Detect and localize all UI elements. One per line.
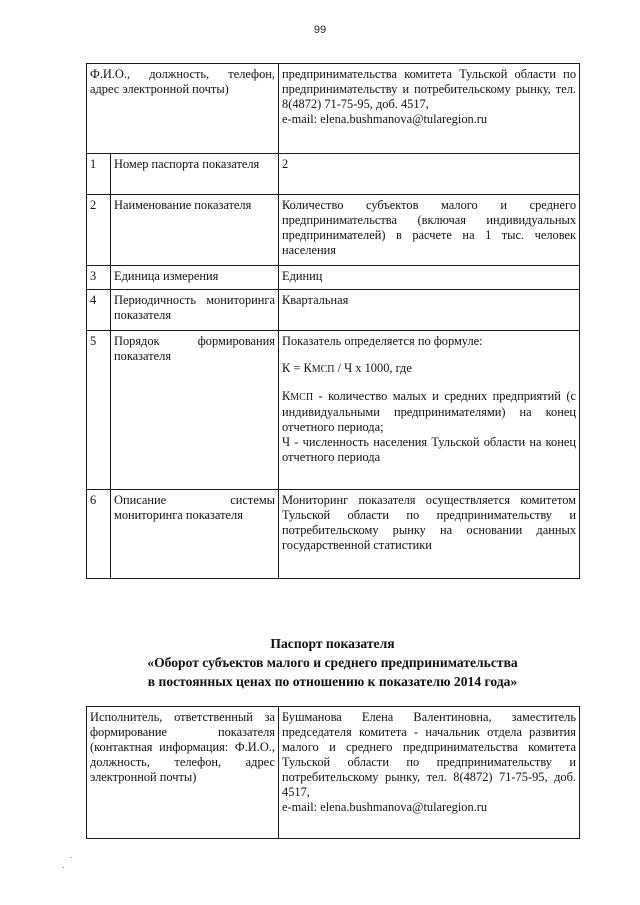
row-name: Номер паспорта показателя	[111, 154, 279, 195]
formula-intro: Показатель определяется по формуле:	[282, 334, 483, 348]
row-name: Наименование показателя	[111, 195, 279, 266]
row-number: 3	[87, 266, 111, 290]
row-number: 5	[87, 331, 111, 490]
executor-value-text: Бушманова Елена Валентиновна, заместитель председателя комитета - начальник отдела развития малого и среднего предпринимательства комитета Тульской области по предпринимательству и потребительскому рынку, тел. 8(4872) 71-75-95, доб. 4517,	[282, 710, 576, 799]
table-row	[87, 290, 580, 331]
scan-speck: ·	[70, 852, 73, 862]
row-number: 2	[87, 195, 111, 266]
contact-value-text: предпринимательства комитета Тульской области по предпринимательству и потребительскому рынку, тел. 8(4872) 71-75-95, доб. 4517,	[282, 67, 577, 111]
table-row-executor	[87, 707, 580, 839]
row-name: Описание системы мониторинга показателя	[111, 490, 279, 579]
table-row	[87, 154, 580, 195]
row-value: Квартальная	[279, 290, 580, 331]
row-number: 6	[87, 490, 111, 579]
passport-heading	[86, 634, 579, 691]
contact-label: Ф.И.О., должность, телефон, адрес электронной почты)	[90, 67, 276, 96]
row-value: Единиц	[279, 266, 580, 290]
formula	[282, 361, 576, 377]
def-kmsp-text: - количество малых и средних предприятий (с индивидуальными предпринимателями) на конец отчетного периода;	[282, 389, 577, 434]
def-kmsp-k: К	[282, 389, 291, 403]
contact-value-cell	[279, 64, 580, 154]
row-value: Мониторинг показателя осуществляется комитетом Тульской области по предпринимательству и потребительскому рынку на основании данных государственной статистики	[279, 490, 580, 579]
page-number: 99	[313, 24, 327, 36]
formula-cell	[279, 331, 580, 490]
table-row	[87, 490, 580, 579]
row-number: 4	[87, 290, 111, 331]
contact-email: e-mail: elena.bushmanova@tularegion.ru	[282, 112, 488, 126]
heading-line-1: Паспорт показателя	[270, 636, 395, 651]
table-row	[87, 331, 580, 490]
table-row	[87, 266, 580, 290]
row-number: 1	[87, 154, 111, 195]
table-row	[87, 195, 580, 266]
table-row-contact	[87, 64, 580, 154]
executor-label-cell	[87, 707, 279, 839]
executor-email: e-mail: elena.bushmanova@tularegion.ru	[282, 800, 488, 814]
heading-line-2: «Оборот субъектов малого и среднего предпринимательства	[147, 655, 518, 670]
row-value: 2	[279, 154, 580, 195]
row-name: Единица измерения	[111, 266, 279, 290]
formula-subscript: МСП	[311, 364, 335, 375]
row-value: Количество субъектов малого и среднего предпринимательства (включая индивидуальных предпринимателей) в расчете на 1 тыс. человек населения	[279, 195, 580, 266]
contact-label-cell	[87, 64, 279, 154]
scan-speck: ·	[62, 862, 65, 872]
def-kmsp-subscript: МСП	[290, 392, 314, 403]
heading-line-3: в постоянных ценах по отношению к показателю 2014 года»	[147, 674, 518, 689]
formula-definition-ch: Ч - численность населения Тульской области на конец отчетного периода	[282, 435, 577, 464]
executor-label: Исполнитель, ответственный за формирование показателя (контактная информация: Ф.И.О., должность, телефон, адрес электронной почты)	[90, 710, 275, 784]
formula-definition-kmsp	[282, 389, 576, 435]
formula-rest: / Ч х 1000, где	[334, 361, 412, 375]
row-name: Порядок формирования показателя	[111, 331, 279, 490]
row-name: Периодичность мониторинга показателя	[111, 290, 279, 331]
indicator-passport-table	[86, 63, 580, 579]
formula-k: К = К	[282, 361, 312, 375]
executor-value-cell	[279, 707, 580, 839]
indicator-passport-table-2	[86, 706, 580, 839]
